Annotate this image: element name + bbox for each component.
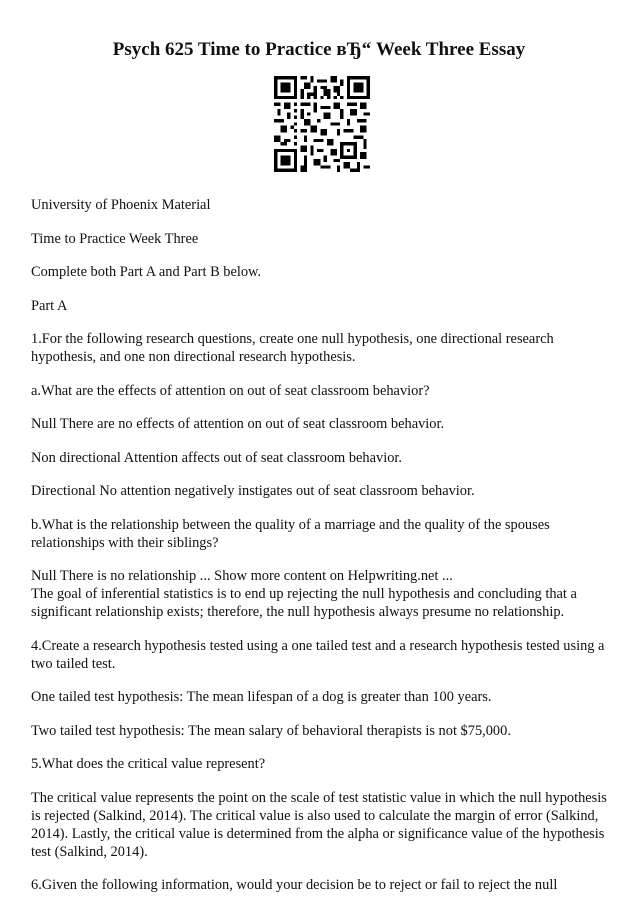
answer: Null There are no effects of attention on out of seat classroom behavior. <box>31 416 445 432</box>
section-heading: Part A <box>31 297 68 314</box>
question: a.What are the effects of attention on out of seat classroom behavior? <box>31 382 430 399</box>
question: 1.For the following research questions, create one null hypothesis, one directional research hypothesis, and one non directional research hypothesis. <box>31 331 554 365</box>
question: 4.Create a research hypothesis tested using a one tailed test and a research hypothesis tested using a two tailed test. <box>31 637 605 672</box>
question: 6.Given the following information, would your decision be to reject or fail to reject the null <box>31 877 558 893</box>
paragraph: The goal of inferential statistics is to end up rejecting the null hypothesis and concluding that a significant relationship exists; therefore, the null hypothesis always presume no relationship. <box>31 586 577 620</box>
paragraph: Time to Practice Week Three <box>31 230 199 247</box>
paragraph: University of Phoenix Material <box>31 197 211 213</box>
answer: Directional No attention negatively instigates out of seat classroom behavior. <box>31 483 475 499</box>
document-body <box>31 196 617 910</box>
answer: Non directional Attention affects out of seat classroom behavior. <box>31 449 402 466</box>
answer: Null There is no relationship ... Show more content on Helpwriting.net ... <box>31 568 453 584</box>
answer: The critical value represents the point on the scale of test statistic value in which the null hypothesis is rejected (Salkind, 2014). The critical value is also used to calculate the margin of error (Salkind, 2014). Lastly, the critical value is determined from the alpha or significance value of the hypothesis test (Salkind, 2014). <box>31 789 607 860</box>
question: b.What is the relationship between the quality of a marriage and the quality of the spouses relationships with their siblings? <box>31 516 550 551</box>
paragraph: Complete both Part A and Part B below. <box>31 264 262 280</box>
document-title: Psych 625 Time to Practice вЂ“ Week Three Essay <box>112 39 526 60</box>
answer: One tailed test hypothesis: The mean lifespan of a dog is greater than 100 years. <box>31 689 492 705</box>
question: 5.What does the critical value represent? <box>31 756 266 772</box>
qr-code-icon <box>274 76 370 172</box>
answer: Two tailed test hypothesis: The mean salary of behavioral therapists is not $75,000. <box>31 722 511 739</box>
